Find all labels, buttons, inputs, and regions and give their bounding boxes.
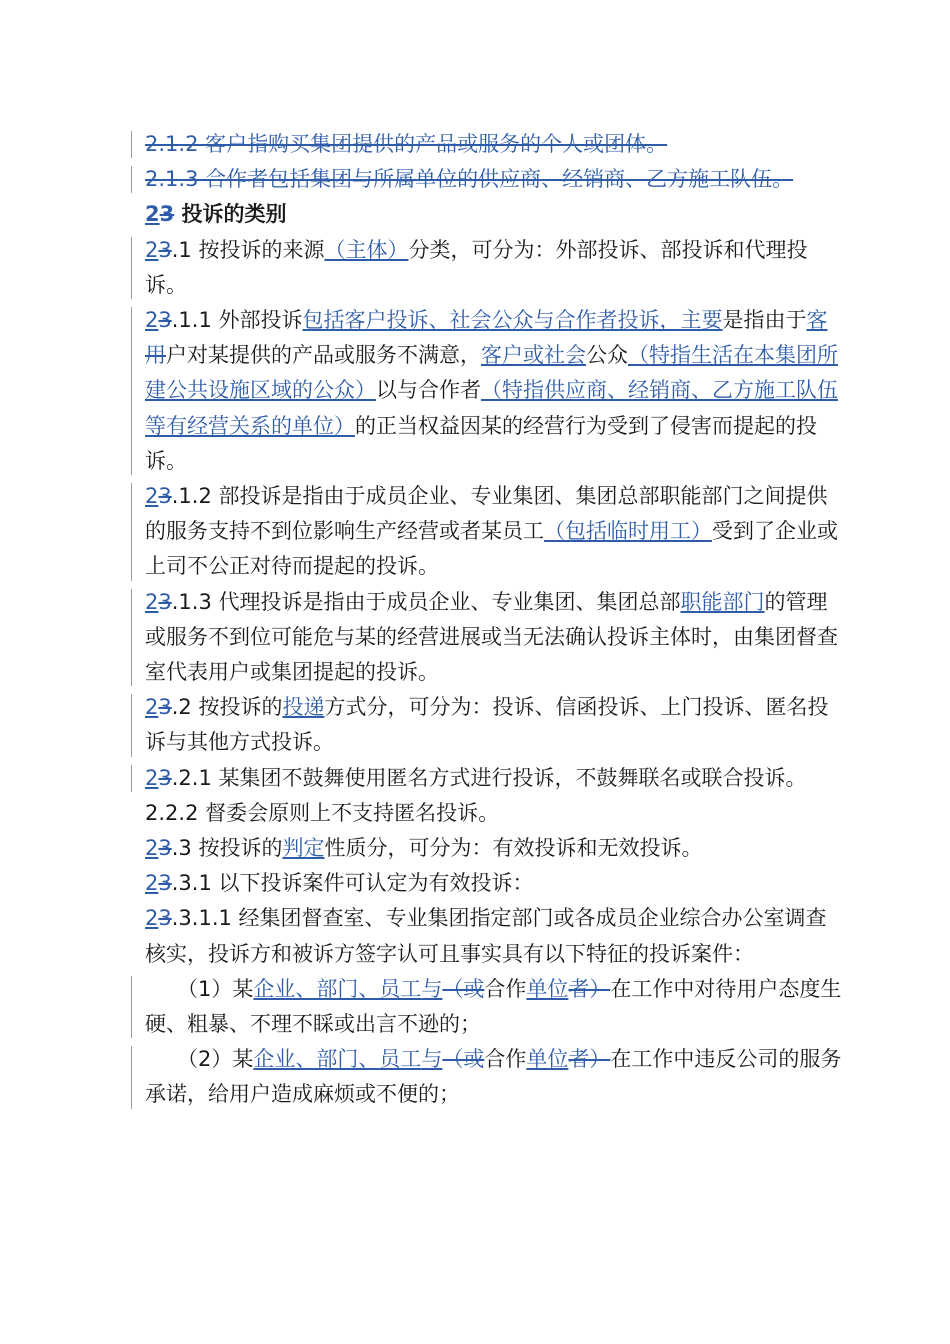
change-bar (131, 166, 132, 193)
deleted-text: 用 (145, 343, 166, 368)
text-run: .3 按投诉的 (171, 836, 283, 861)
text-run: .3.1.1 经集团督查室、专业集团指定部门或各成员企业综合办公室调查核实，投诉方和被诉方签字认可且事实具有以下特征的投诉案件： (145, 906, 827, 966)
deleted-text: 3 (158, 836, 172, 861)
inserted-text: 2 (145, 484, 159, 509)
text-run: 性质分，可分为：有效投诉和无效投诉。 (324, 836, 703, 861)
text-run: .1.3 代理投诉是指由于成员企业、专业集团、集团总部 (171, 589, 681, 614)
deleted-text: 3 (158, 871, 172, 896)
deleted-text: 2.1.3 合作者包括集团与所属单位的供应商、经销商、乙方施工队伍。 (145, 167, 794, 192)
paragraph (145, 585, 845, 691)
inserted-text: 2 (145, 589, 159, 614)
deleted-text: 者） (568, 1047, 611, 1072)
inserted-text: 客 (806, 308, 828, 333)
text-run: 合作 (484, 1047, 527, 1072)
text-run: .1.1 外部投诉 (171, 308, 303, 333)
inserted-text: 单位 (526, 976, 569, 1001)
inserted-text: 2 (145, 308, 159, 333)
text-run: （1）某 (177, 976, 254, 1001)
document-body (145, 127, 845, 1113)
change-bar (131, 131, 132, 158)
paragraph (145, 972, 845, 1042)
inserted-text: 企业、部门、员工 (253, 1047, 422, 1072)
inserted-text: 2 (145, 237, 159, 262)
change-bar (131, 765, 132, 792)
inserted-text: 职能部门 (680, 589, 765, 614)
deleted-text: 3 (158, 765, 172, 790)
paragraph (145, 901, 845, 971)
inserted-text: （包括临时用工） (544, 519, 712, 544)
paragraph (145, 233, 845, 303)
inserted-text: 企业、部门、员工 (253, 976, 422, 1001)
inserted-text: 2 (145, 765, 159, 790)
text-run: .1 按投诉的来源 (171, 237, 325, 262)
text-run: 是指由于 (722, 308, 807, 333)
inserted-text: 2 (145, 871, 159, 896)
deleted-text: 者） (568, 976, 611, 1001)
text-run: （2）某 (177, 1047, 254, 1072)
change-bar (131, 483, 132, 581)
text-run: 以与合作者 (376, 378, 481, 403)
deleted-text: 3 (159, 202, 175, 227)
deleted-text: （或 (442, 976, 485, 1001)
inserted-text: 与 (421, 1047, 443, 1072)
text-run: 分类，可分为：外部投诉、部投诉和代理投诉。 (145, 237, 808, 297)
inserted-text: 单位 (526, 1047, 569, 1072)
change-bar (131, 237, 132, 299)
text-run: .1.2 部投诉是指由于成员企业、专业集团、集团总部职能部门之间提供的服务支持不到位影响生产经营或者某员工 (145, 484, 828, 544)
text-run: 受到了企业或上司不公正对待而提起的投诉。 (145, 519, 838, 579)
text-run: 的正当权益因某的经营行为受到了侵害而提起的投诉。 (145, 413, 817, 473)
text-run: .2 按投诉的 (171, 695, 283, 720)
paragraph (145, 303, 845, 479)
text-run: .2.1 某集团不鼓舞使用匿名方式进行投诉，不鼓舞联名或联合投诉。 (171, 765, 807, 790)
paragraph (145, 796, 845, 831)
paragraph (145, 1042, 845, 1112)
inserted-text: 2 (145, 906, 159, 931)
inserted-text: 判定 (282, 836, 325, 861)
paragraph (145, 866, 845, 901)
change-bar (131, 694, 132, 756)
paragraph (145, 831, 845, 866)
paragraph (145, 127, 845, 162)
text-run: 户对某提供的产品或服务不满意， (166, 343, 481, 368)
inserted-text: （主体） (324, 237, 409, 262)
text-run: 公众 (586, 343, 628, 368)
deleted-text: （或 (442, 1047, 485, 1072)
text-run: 在工作中违反公司的服务承诺，给用户造成麻烦或不便的； (145, 1047, 842, 1107)
deleted-text: 3 (158, 906, 172, 931)
deleted-text: 3 (158, 484, 172, 509)
inserted-text: 客户或社会 (481, 343, 586, 368)
text-run: 投诉的类别 (174, 202, 287, 227)
inserted-text: （特指供应商、经销商、乙方施工队伍等有经营关系的单位） (145, 378, 838, 438)
inserted-text: （特指生活在本集团所建公共设施区域的公众） (145, 343, 838, 403)
inserted-text: 与 (421, 976, 443, 1001)
inserted-text: 包括客户投诉、社会公众与合作者投诉，主要 (302, 308, 723, 333)
change-bar (131, 307, 132, 475)
paragraph (145, 162, 845, 197)
inserted-text: 投递 (282, 695, 325, 720)
deleted-text: 3 (158, 695, 172, 720)
text-run: 合作 (484, 976, 527, 1001)
deleted-text: 3 (158, 589, 172, 614)
deleted-text: 2.1.2 客户指购买集团提供的产品或服务的个人或团体。 (145, 132, 668, 156)
text-run: 2.2.2 督委会原则上不支持匿名投诉。 (145, 800, 500, 825)
paragraph (145, 690, 845, 760)
paragraph (145, 761, 845, 796)
change-bar (131, 1046, 132, 1108)
text-run: 方式分，可分为：投诉、信函投诉、上门投诉、匿名投诉与其他方式投诉。 (145, 695, 829, 755)
inserted-text: 2 (145, 695, 159, 720)
change-bar (131, 589, 132, 687)
text-run: 的管理或服务不到位可能危与某的经营进展或当无法确认投诉主体时，由集团督查室代表用户或集团提起的投诉。 (145, 589, 838, 685)
text-run: 在工作中对待用户态度生硬、粗暴、不理不睬或出言不逊的； (145, 976, 842, 1037)
deleted-text: 3 (158, 308, 172, 333)
text-run: .3.1 以下投诉案件可认定为有效投诉： (171, 871, 534, 896)
change-bar (131, 976, 132, 1038)
deleted-text: 3 (158, 237, 172, 262)
inserted-text: 2 (145, 202, 160, 227)
inserted-text: 2 (145, 836, 159, 861)
paragraph (145, 479, 845, 585)
section-heading (145, 197, 845, 232)
